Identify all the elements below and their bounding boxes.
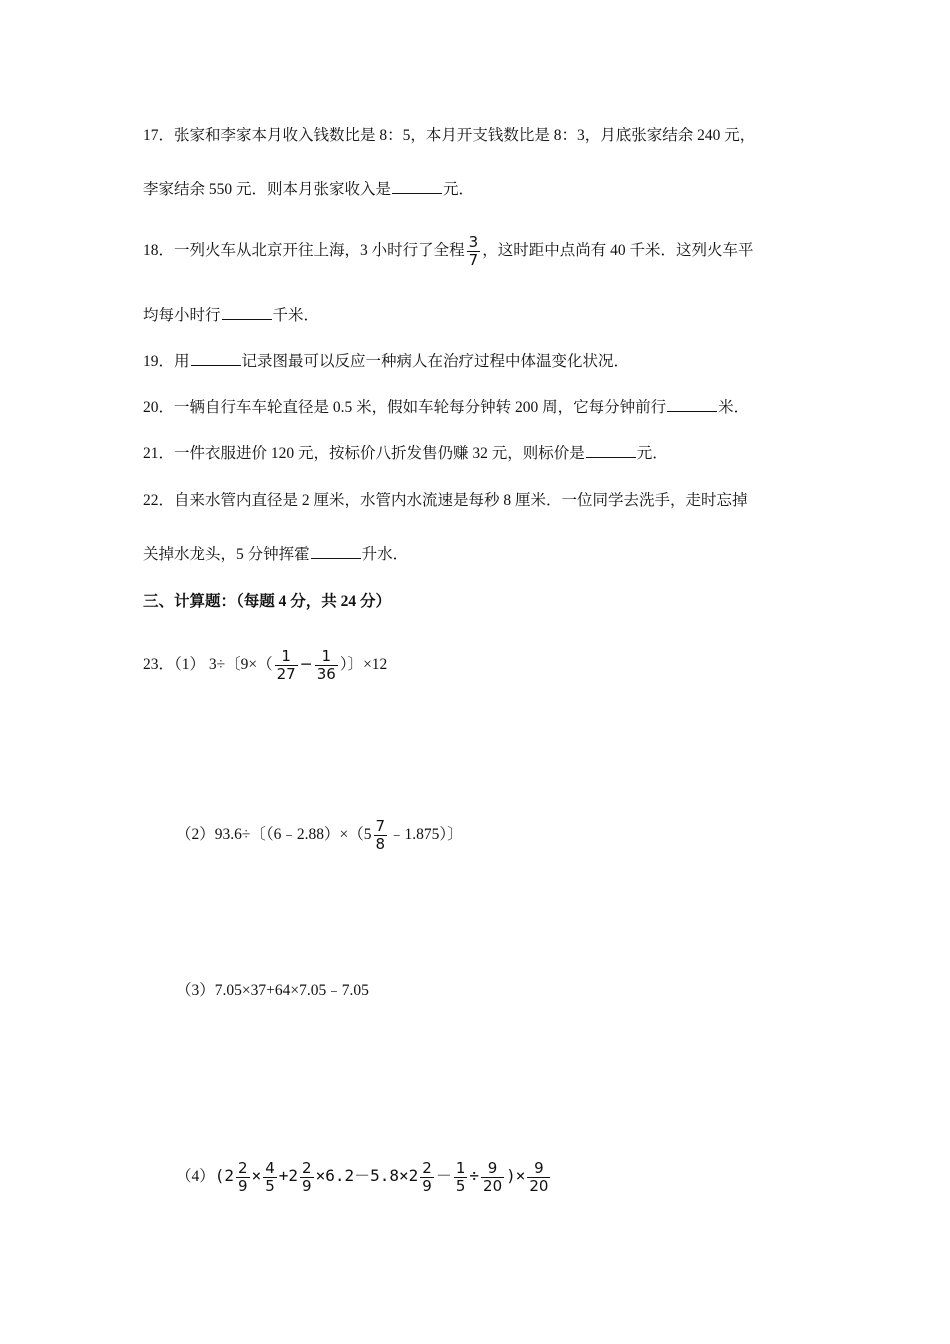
q23-p1-text-a: 23．（1） 3÷〔9×（ <box>143 656 273 674</box>
fraction <box>481 1160 504 1195</box>
q22-text-2a: 关掉水龙头，5 分钟挥霍 <box>143 546 310 563</box>
fraction-denominator: 9 <box>302 1177 312 1195</box>
question-17-line-2 <box>143 178 474 202</box>
answer-blank <box>667 397 717 412</box>
fraction <box>315 648 338 683</box>
minus-sign: － <box>435 1166 452 1186</box>
fraction <box>454 1160 468 1195</box>
fraction-denominator: 7 <box>468 251 479 269</box>
fraction-numerator: 2 <box>422 1159 432 1177</box>
q18-text-2a: 均每小时行 <box>143 307 221 324</box>
q18-text-2b: 千米． <box>272 307 320 324</box>
q23-p2-text-a: （2）93.6÷〔（6﹣2.88）×（5 <box>176 826 372 844</box>
fraction-denominator: 20 <box>529 1177 549 1195</box>
question-21 <box>143 442 668 466</box>
q23-p4-open: (2 <box>214 1166 235 1186</box>
answer-blank <box>191 351 241 366</box>
fraction-denominator: 20 <box>483 1177 503 1195</box>
answer-blank <box>586 443 636 458</box>
question-23-part-1 <box>143 648 387 683</box>
q23-p1-text-b: ）〕×12 <box>339 656 388 674</box>
fraction <box>263 1160 277 1195</box>
q21-text-b: 元． <box>636 445 668 462</box>
q17-text-2b: 元． <box>443 181 475 198</box>
question-23-part-3 <box>176 979 369 1003</box>
question-23-part-2 <box>176 818 463 853</box>
answer-blank <box>392 179 442 194</box>
fraction-numerator: 7 <box>375 817 386 835</box>
fraction-denominator: 5 <box>265 1177 275 1195</box>
fraction-denominator: 36 <box>316 665 336 683</box>
question-22-line-2 <box>143 543 408 567</box>
divide-sign: ÷ <box>469 1166 480 1186</box>
fraction <box>467 234 481 269</box>
fraction-denominator: 8 <box>375 835 386 853</box>
fraction-numerator: 3 <box>468 233 479 251</box>
q17-text-2a: 李家结余 550 元．则本月张家收入是 <box>143 181 392 198</box>
question-18-line-2 <box>143 304 319 328</box>
fraction-numerator: 1 <box>455 1159 466 1177</box>
times-sign: × <box>251 1166 262 1186</box>
fraction <box>374 818 388 853</box>
question-20 <box>143 396 749 420</box>
q18-text-1a: 18．一列火车从北京开往上海，3 小时行了全程 <box>143 242 465 260</box>
q23-p3-text: （3）7.05×37+64×7.05﹣7.05 <box>176 982 369 999</box>
q23-p4-label: （4） <box>176 1168 215 1186</box>
q19-text-a: 19．用 <box>143 353 190 370</box>
fraction-numerator: 1 <box>321 647 332 665</box>
fraction-numerator: 4 <box>265 1159 275 1177</box>
question-23-part-4 <box>176 1160 552 1195</box>
fraction <box>300 1160 314 1195</box>
fraction <box>420 1160 434 1195</box>
fraction <box>236 1160 250 1195</box>
q19-text-b: 记录图最可以反应一种病人在治疗过程中体温变化状况． <box>241 353 630 370</box>
q22-text-2b: 升水． <box>361 546 409 563</box>
fraction-numerator: 9 <box>487 1159 498 1177</box>
fraction-denominator: 9 <box>238 1177 248 1195</box>
q23-p4-term-3: ×6.2－5.8×2 <box>315 1166 419 1186</box>
fraction-numerator: 2 <box>238 1159 248 1177</box>
fraction <box>275 648 298 683</box>
q18-text-1b: ，这时距中点尚有 40 千米．这列火车平 <box>482 242 754 260</box>
minus-sign: − <box>299 655 313 674</box>
fraction-denominator: 5 <box>455 1177 466 1195</box>
question-17-line-1 <box>143 124 755 148</box>
q17-text-1: 17．张家和李家本月收入钱数比是 8：5，本月开支钱数比是 8：3，月底张家结余 240 元， <box>143 127 756 144</box>
question-18-line-1 <box>143 234 753 269</box>
section-3-title: 三、计算题：（每题 4 分，共 24 分） <box>143 593 392 610</box>
fraction-numerator: 1 <box>281 647 291 665</box>
fraction-denominator: 9 <box>422 1177 432 1195</box>
question-22-line-1 <box>143 489 748 513</box>
q23-p4-term-2: +2 <box>278 1166 299 1186</box>
fraction-numerator: 2 <box>302 1159 312 1177</box>
q20-text-b: 米． <box>718 399 750 416</box>
answer-blank <box>222 305 272 320</box>
fraction <box>527 1160 550 1195</box>
q21-text-a: 21．一件衣服进价 120 元，按标价八折发售仍赚 32 元，则标价是 <box>143 445 585 462</box>
q22-text-1: 22．自来水管内直径是 2 厘米，水管内水流速是每秒 8 厘米．一位同学去洗手，走时忘掉 <box>143 492 748 509</box>
q23-p4-term-6: )× <box>506 1166 526 1186</box>
question-19 <box>143 350 629 374</box>
section-title <box>143 590 391 614</box>
answer-blank <box>311 544 361 559</box>
q20-text-a: 20．一辆自行车车轮直径是 0.5 米，假如车轮每分钟转 200 周，它每分钟前行 <box>143 399 667 416</box>
fraction-numerator: 9 <box>534 1159 544 1177</box>
fraction-denominator: 27 <box>276 665 296 683</box>
q23-p2-text-b: ﹣1.875）〕 <box>389 826 463 844</box>
